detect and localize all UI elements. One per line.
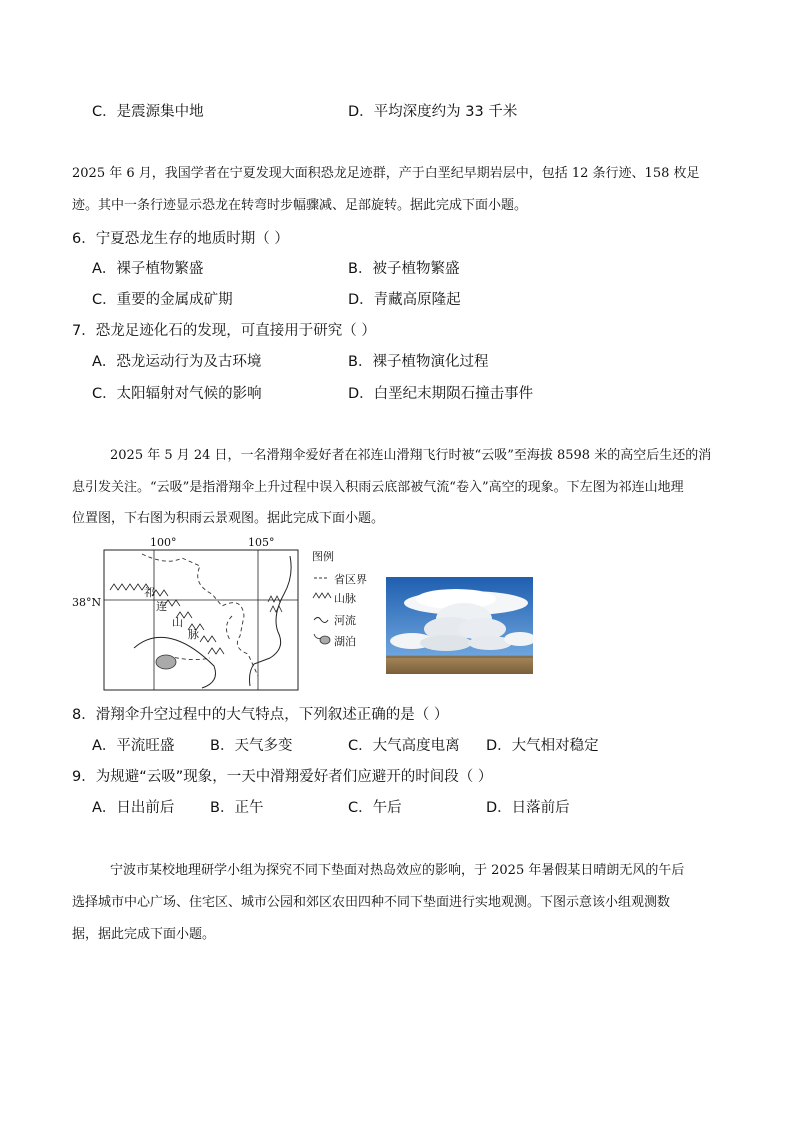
yellow-river <box>250 556 292 686</box>
question-7-stem: 7．恐龙足迹化石的发现，可直接用于研究（ ） <box>72 323 376 339</box>
q9-option-b: B．正午 <box>210 800 264 816</box>
q7-option-d: D．白垩纪末期陨石撞击事件 <box>348 386 534 402</box>
range-char-4: 脉 <box>188 628 199 641</box>
passage-3-line-3: 据，据此完成下面小题。 <box>72 927 216 942</box>
range-char-3: 山 <box>172 616 183 629</box>
legend-river-symbol <box>314 618 328 623</box>
legend-lake-label: 湖泊 <box>334 635 356 648</box>
question-9-stem: 9．为规避“云吸”现象，一天中滑翔爱好者们应避开的时间段（ ） <box>72 769 493 785</box>
range-char-2: 连 <box>156 600 167 613</box>
option-c: C．是震源集中地 <box>92 104 204 120</box>
passage-3-line-2: 选择城市中心广场、住宅区、城市公园和郊区农田四种不同下垫面进行实地观测。下图示意该小组观测数 <box>72 895 671 910</box>
passage-1-line-1: 2025 年 6 月，我国学者在宁夏发现大面积恐龙足迹群，产于白垩纪早期岩层中，包括 12 条行迹、158 枚足 <box>72 166 700 181</box>
legend-river-label: 河流 <box>334 614 356 627</box>
passage-2-line-2: 息引发关注。“云吸”是指滑翔伞上升过程中误入积雨云底部被气流“卷入”高空的现象。下左图为祁连山地理 <box>72 480 684 495</box>
qilian-location-map <box>72 536 382 696</box>
passage-3-line-1: 宁波市某校地理研学小组为探究不同下垫面对热岛效应的影响，于 2025 年暑假某日晴朗无风的午后 <box>110 863 685 878</box>
range-char-1: 祁 <box>144 586 155 599</box>
longitude-105-label: 105° <box>248 536 275 549</box>
q7-option-a: A．恐龙运动行为及古环境 <box>92 354 262 370</box>
q8-option-d: D．大气相对稳定 <box>486 738 599 754</box>
question-6-stem: 6．宁夏恐龙生存的地质时期（ ） <box>72 231 289 247</box>
map-frame <box>104 550 298 690</box>
q8-option-c: C．大气高度电离 <box>348 738 460 754</box>
legend-title: 图例 <box>312 550 334 563</box>
lake <box>156 655 176 669</box>
latitude-38-label: 38°N <box>72 596 102 609</box>
q6-option-c: C．重要的金属成矿期 <box>92 292 233 308</box>
legend-boundary-label: 省区界 <box>334 573 367 586</box>
q6-option-d: D．青藏高原隆起 <box>348 292 461 308</box>
legend-mountain-label: 山脉 <box>334 592 356 605</box>
qilian-mountains <box>110 584 224 654</box>
helan-mountains <box>268 596 282 612</box>
passage-2-line-3: 位置图，下右图为积雨云景观图。据此完成下面小题。 <box>72 511 385 526</box>
q9-option-a: A．日出前后 <box>92 800 175 816</box>
option-d: D．平均深度约为 33 千米 <box>348 104 518 120</box>
longitude-100-label: 100° <box>150 536 177 549</box>
map-legend <box>313 578 331 644</box>
q9-option-c: C．午后 <box>348 800 402 816</box>
q7-option-c: C．太阳辐射对气候的影响 <box>92 386 262 402</box>
question-8-stem: 8．滑翔伞升空过程中的大气特点，下列叙述正确的是（ ） <box>72 707 449 723</box>
q8-option-b: B．天气多变 <box>210 738 293 754</box>
passage-1-line-2: 迹。其中一条行迹显示恐龙在转弯时步幅骤减、足部旋转。据此完成下面小题。 <box>72 198 528 213</box>
legend-lake-symbol <box>320 636 330 644</box>
q9-option-d: D．日落前后 <box>486 800 570 816</box>
q6-option-b: B．被子植物繁盛 <box>348 261 460 277</box>
q7-option-b: B．裸子植物演化过程 <box>348 354 489 370</box>
province-boundary-2 <box>226 616 232 640</box>
q8-option-a: A．平流旺盛 <box>92 738 175 754</box>
cumulonimbus-photo <box>386 577 533 674</box>
legend-mountain-symbol <box>313 593 331 598</box>
passage-2-line-1: 2025 年 5 月 24 日，一名滑翔伞爱好者在祁连山滑翔飞行时被“云吸”至海拔 8598 米的高空后生还的消 <box>110 448 712 463</box>
q6-option-a: A．裸子植物繁盛 <box>92 261 204 277</box>
